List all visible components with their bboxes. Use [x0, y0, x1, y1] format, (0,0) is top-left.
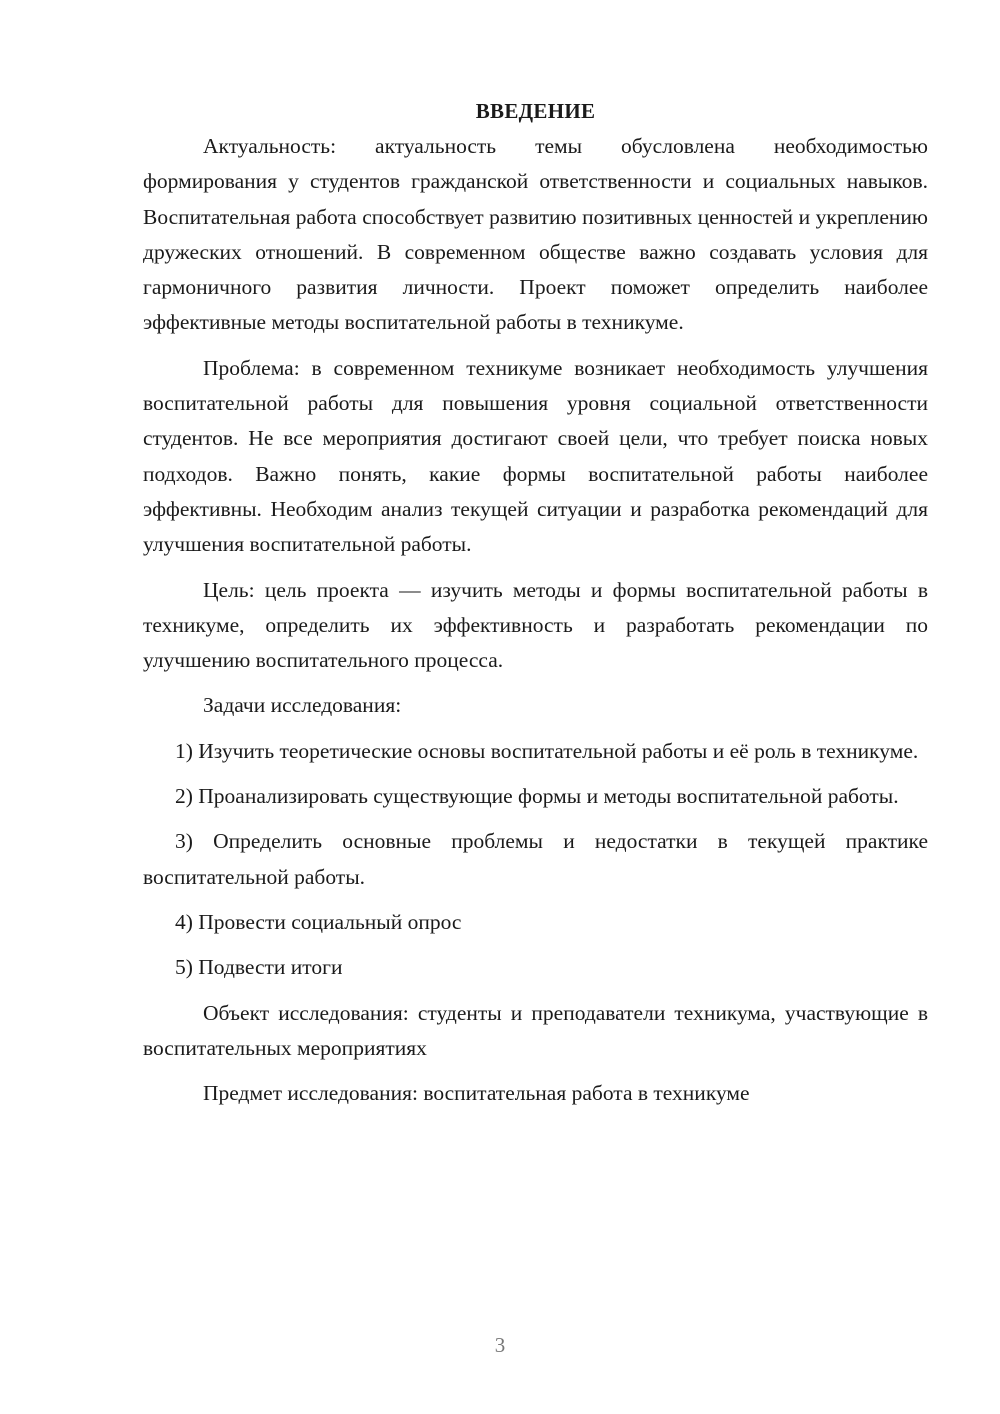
paragraph-subject: Предмет исследования: воспитательная работа в техникуме [203, 1081, 750, 1106]
tasks-heading: Задачи исследования: [203, 693, 402, 718]
paragraph-object: Объект исследования: студенты и преподаватели техникума, участвующие в воспитательных мероприятиях [143, 1000, 928, 1060]
paragraph-problem: Проблема: в современном техникуме возникает необходимость улучшения воспитательной работы для повышения уровня социальной ответственности студентов. Не все мероприятия достигают своей цели, что требует поиска новых подходов. Важно понять, какие формы воспитательной работы наиболее эффективны. Необходим анализ текущей ситуации и разработка рекомендаций для улучшения воспитательной работы. [143, 355, 928, 557]
paragraph-goal: Цель: цель проекта — изучить методы и формы воспитательной работы в техникуме, определить их эффективность и разработать рекомендации по улучшению воспитательного процесса. [143, 577, 928, 673]
list-item-task-3: 3) Определить основные проблемы и недостатки в текущей практике воспитательной работы. [143, 829, 928, 889]
paragraph-relevance: Актуальность: актуальность темы обусловлена необходимостью формирования у студентов гражданской ответственности и социальных навыков. Воспитательная работа способствует развитию позитивных ценностей и укреплению дружеских отношений. В современном обществе важно создавать условия для гармоничного развития личности. Проект поможет определить наиболее эффективные методы воспитательной работы в техникуме. [143, 134, 928, 335]
page-number: 3 [494, 1333, 506, 1357]
list-item-task-4: 4) Провести социальный опрос [175, 909, 462, 934]
list-item-task-2: 2) Проанализировать существующие формы и методы воспитательной работы. [175, 784, 899, 809]
list-item-task-5: 5) Подвести итоги [175, 955, 343, 980]
document-page [143, 96, 928, 1121]
section-title: ВВЕДЕНИЕ [475, 99, 596, 123]
list-item-task-1: 1) Изучить теоретические основы воспитательной работы и её роль в техникуме. [175, 738, 919, 763]
tasks-list [143, 734, 928, 986]
